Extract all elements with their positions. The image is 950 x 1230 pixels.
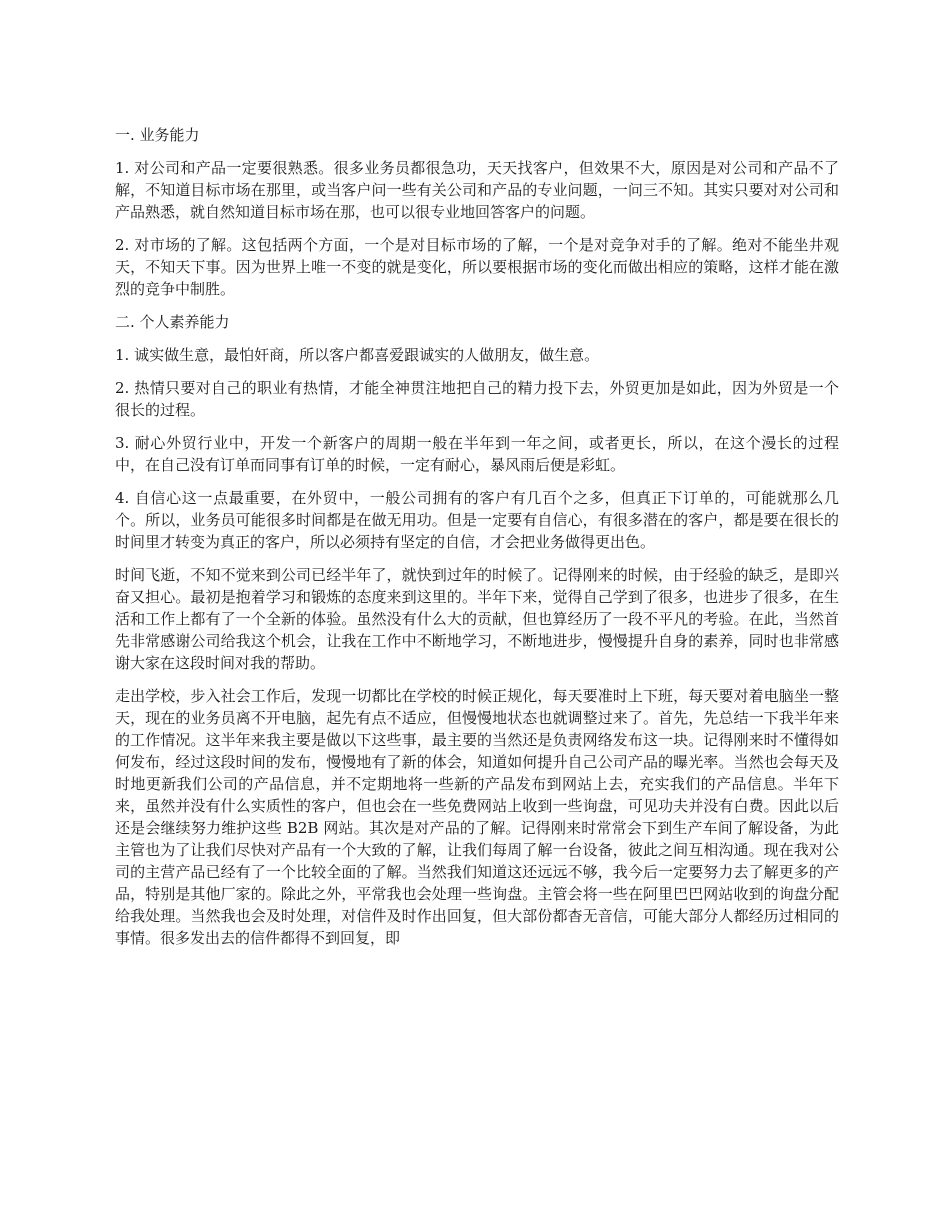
section-heading-personal: 二. 个人素养能力 — [115, 313, 230, 331]
section-heading-business: 一. 业务能力 — [115, 126, 200, 144]
personal-item-1: 1. 诚实做生意，最怕奸商，所以客户都喜爱跟诚实的人做朋友，做生意。 — [115, 346, 600, 364]
business-item-2: 2. 对市场的了解。这包括两个方面，一个是对目标市场的了解，一个是对竞争对手的了解。绝对不能坐井观天，不知天下事。因为世界上唯一不变的就是变化，所以要根据市场的变化而做出相应的策略，这样才能在激烈的竞争中制胜。 — [115, 236, 839, 298]
personal-item-2: 2. 热情只要对自己的职业有热情，才能全神贯注地把自己的精力投下去，外贸更加是如此，因为外贸是一个很长的过程。 — [115, 379, 839, 419]
work-paragraph: 走出学校，步入社会工作后，发现一切都比在学校的时候正规化，每天要准时上下班，每天要对着电脑坐一整天，现在的业务员离不开电脑，起先有点不适应，但慢慢地状态也就调整过来了。首先，先总结一下我半年来的工作情况。这半年来我主要是做以下这些事，最主要的当然还是负责网络发布这一块。记得刚来时不懂得如何发布，经过这段时间的发布，慢慢地有了新的体会，知道如何提升自己公司产品的曝光率。当然也会每天及时地更新我们公司的产品信息，并不定期地将一些新的产品发布到网站上去，充实我们的产品信息。半年下来，虽然并没有什么实质性的客户，但也会在一些免费网站上收到一些询盘，可见功夫并没有白费。因此以后还是会继续努力维护这些 B2B 网站。其次是对产品的了解。记得刚来时常常会下到生产车间了解设备，为此主管也为了让我们尽快对产品有一个大致的了解，让我们每周了解一台设备，彼此之间互相沟通。现在我对公司的主营产品已经有了一个比较全面的了解。当然我们知道这还远远不够，我今后一定要努力去了解更多的产品，特别是其他厂家的。除此之外，平常我也会处理一些询盘。主管会将一些在阿里巴巴网站收到的询盘分配给我处理。当然我也会及时处理，对信件及时作出回复，但大部份都杳无音信，可能大部分人都经历过相同的事情。很多发出去的信件都得不到回复，即 — [115, 687, 839, 947]
personal-item-4: 4. 自信心这一点最重要，在外贸中，一般公司拥有的客户有几百个之多，但真正下订单的，可能就那么几个。所以，业务员可能很多时间都是在做无用功。但是一定要有自信心，有很多潜在的客户，都是要在很长的时间里才转变为真正的客户，所以必须持有坚定的自信，才会把业务做得更出色。 — [115, 489, 839, 551]
business-item-1: 1. 对公司和产品一定要很熟悉。很多业务员都很急功，天天找客户，但效果不大，原因是对公司和产品不了解，不知道目标市场在那里，或当客户问一些有关公司和产品的专业问题，一问三不知。其实只要对对公司和产品熟悉，就自然知道目标市场在那，也可以很专业地回答客户的问题。 — [115, 159, 839, 221]
summary-paragraph: 时间飞逝，不知不觉来到公司已经半年了，就快到过年的时候了。记得刚来的时候，由于经验的缺乏，是即兴奋又担心。最初是抱着学习和锻炼的态度来到这里的。半年下来，觉得自己学到了很多，也进步了很多，在生活和工作上都有了一个全新的体验。虽然没有什么大的贡献，但也算经历了一段不平凡的考验。在此，当然首先非常感谢公司给我这个机会，让我在工作中不断地学习，不断地进步，慢慢提升自身的素养，同时也非常感谢大家在这段时间对我的帮助。 — [115, 566, 839, 672]
document-page — [115, 124, 839, 960]
personal-item-3: 3. 耐心外贸行业中，开发一个新客户的周期一般在半年到一年之间，或者更长，所以，在这个漫长的过程中，在自己没有订单而同事有订单的时候，一定有耐心，暴风雨后便是彩虹。 — [115, 434, 839, 474]
